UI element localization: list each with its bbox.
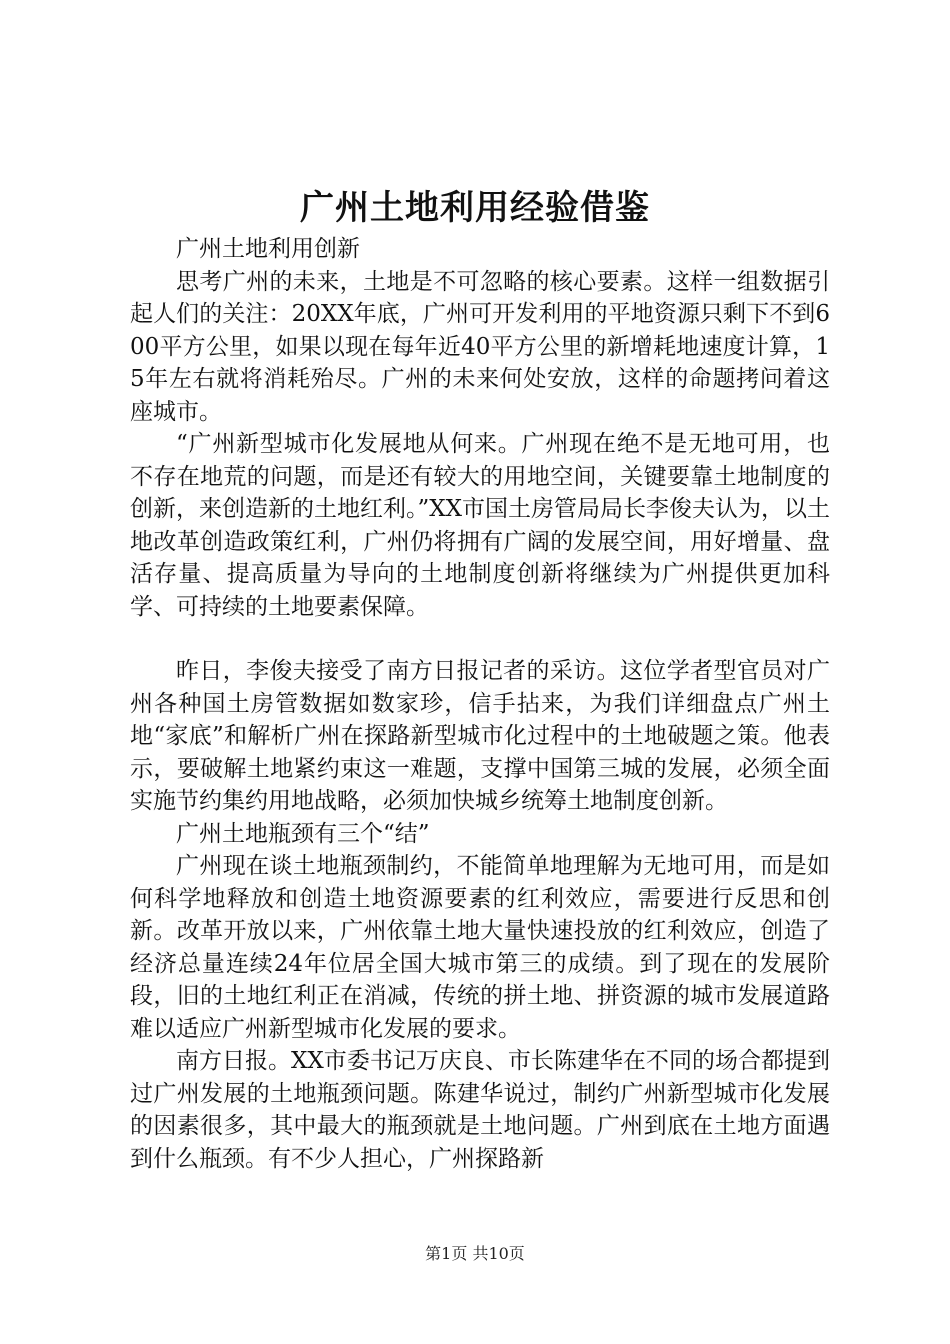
body-paragraph: 南方日报。XX市委书记万庆良、市长陈建华在不同的场合都提到过广州发展的土地瓶颈问题。陈建华说过，制约广州新型城市化发展的因素很多，其中最大的瓶颈就是土地问题。广州到底在土地方面遇到什么瓶颈。有不少人担心，广州探路新: [130, 1048, 830, 1172]
section-heading: 广州土地利用创新: [176, 236, 360, 262]
body-paragraph: 思考广州的未来，土地是不可忽略的核心要素。这样一组数据引起人们的关注：20XX年底，广州可开发利用的平地资源只剩下不到600平方公里，如果以现在每年近40平方公里的新增耗地速度计算，15年左右就将消耗殆尽。广州的未来何处安放，这样的命题拷问着这座城市。: [130, 268, 830, 425]
section-heading: 广州土地瓶颈有三个“结”: [176, 820, 430, 847]
document-body: [130, 233, 830, 1175]
document-title: 广州土地利用经验借鉴: [300, 188, 650, 228]
body-paragraph: 昨日，李俊夫接受了南方日报记者的采访。这位学者型官员对广州各种国土房管数据如数家珍，信手拈来，为我们详细盘点广州土地“家底”和解析广州在探路新型城市化过程中的土地破题之策。他表示，要破解土地紧约束这一难题，支撑中国第三城的发展，必须全面实施节约集约用地战略，必须加快城乡统筹土地制度创新。: [130, 658, 830, 814]
body-paragraph: 广州现在谈土地瓶颈制约，不能简单地理解为无地可用，而是如何科学地释放和创造土地资源要素的红利效应，需要进行反思和创新。改革开放以来，广州依靠土地大量快速投放的红利效应，创造了经济总量连续24年位居全国大城市第三的成绩。到了现在的发展阶段，旧的土地红利正在消减，传统的拼土地、拼资源的城市发展道路难以适应广州新型城市化发展的要求。: [130, 853, 830, 1042]
page-footer: 第1页 共10页: [425, 1244, 525, 1263]
body-paragraph: “广州新型城市化发展地从何来。广州现在绝不是无地可用，也不存在地荒的问题，而是还有较大的用地空间，关键要靠土地制度的创新，来创造新的土地红利。”XX市国土房管局局长李俊夫认为，以土地改革创造政策红利，广州仍将拥有广阔的发展空间，用好增量、盘活存量、提高质量为导向的土地制度创新将继续为广州提供更加科学、可持续的土地要素保障。: [130, 431, 831, 620]
